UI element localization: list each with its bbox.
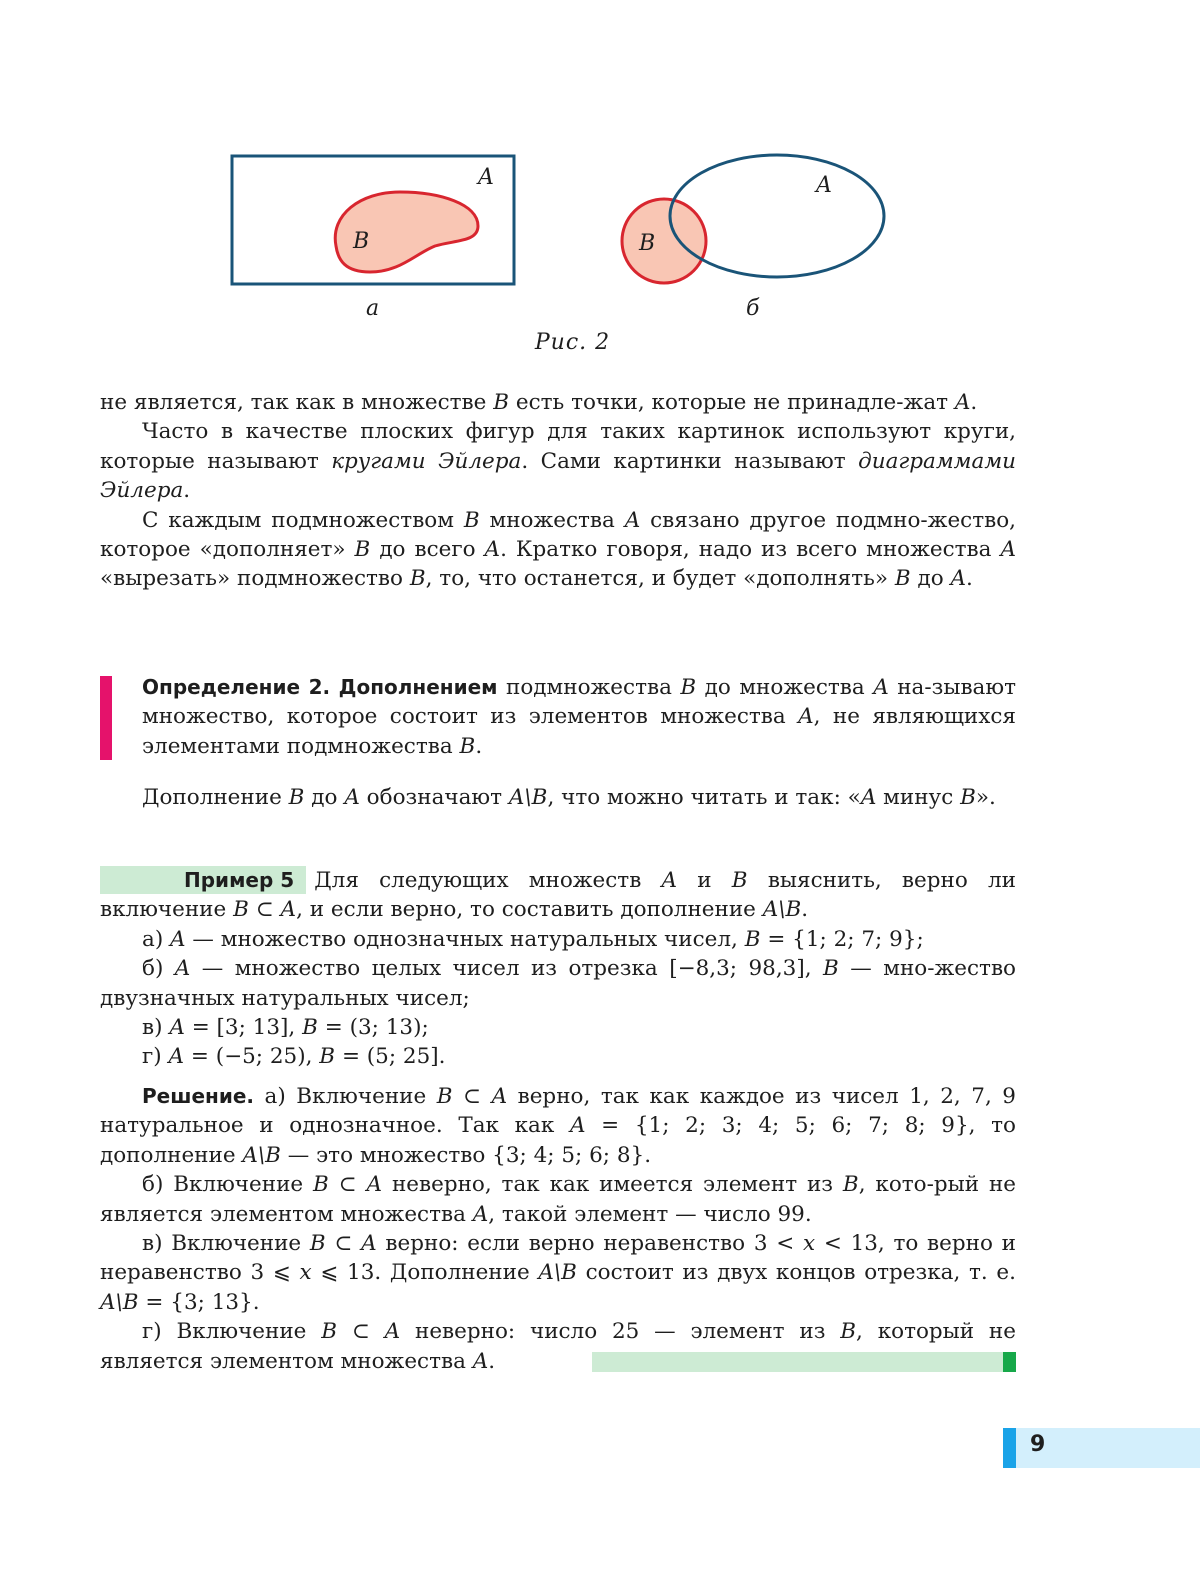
euler-diagrams — [0, 0, 1200, 380]
solution-label: Решение. — [142, 1084, 255, 1108]
text-block-notation — [100, 783, 1016, 812]
set-a-ellipse — [670, 155, 884, 277]
paragraph-1: не является, так как в множестве B есть точки, которые не принадле-жат A. — [100, 390, 978, 415]
paragraph-2: Часто в качестве плоских фигур для таких картинок используют круги, которые называют кругами Эйлера. Сами картинки называют диаграммами Эйлера. — [100, 419, 1016, 504]
example-end-bar — [592, 1352, 1004, 1372]
example-end-marker — [1003, 1352, 1016, 1372]
sublabel-b: б — [746, 296, 760, 321]
figure-2 — [0, 0, 1200, 380]
page-number-marker — [1003, 1428, 1016, 1468]
label-set-a-left: A — [478, 165, 494, 190]
definition-label: Определение 2. — [142, 675, 331, 699]
example-item-a: а) A — множество однозначных натуральных чисел, B = {1; 2; 7; 9}; — [142, 926, 924, 952]
example-statement: Пример 5 Для следующих множеств A и B выяснить, верно ли включение B ⊂ A, и если верно, то составить дополнение A\B. — [100, 868, 1016, 923]
solution-part-b: б) Включение B ⊂ A неверно, так как имеется элемент из B, кото-рый не является элементом множества A, такой элемент — число 99. — [100, 1172, 1016, 1227]
example-item-c: в) A = [3; 13], B = (3; 13); — [142, 1015, 429, 1041]
page-number: 9 — [1030, 1432, 1046, 1457]
example-block — [100, 866, 1016, 1072]
solution-block — [100, 1082, 1016, 1376]
paragraph-3: С каждым подмножеством B множества A связано другое подмно-жество, которое «дополняет» B до всего A. Кратко говоря, надо из всего множества A «вырезать» подмножество B, то, что останется, и будет «дополнять» B до A. — [100, 507, 1016, 592]
example-item-d: г) A = (−5; 25), B = (5; 25]. — [142, 1044, 446, 1070]
definition-term: Дополнением — [338, 675, 498, 699]
label-set-a-right: A — [816, 173, 832, 198]
text-block-intro — [100, 388, 1016, 594]
figure-caption: Рис. 2 — [534, 330, 611, 355]
definition-marker — [100, 676, 112, 760]
example-label: Пример 5 — [100, 866, 306, 894]
solution-part-d: г) Включение B ⊂ A неверно: число 25 — элемент из B, который не является элементом множества A. — [100, 1319, 1016, 1374]
paragraph-4: Дополнение B до A обозначают A\B, что можно читать и так: «A минус B». — [142, 785, 996, 810]
example-item-b: б) A — множество целых чисел из отрезка [−8,3; 98,3], B — мно-жество двузначных натуральных чисел; — [100, 956, 1016, 1011]
label-set-b-right: B — [639, 231, 656, 256]
sublabel-a: а — [366, 296, 380, 321]
solution-part-c: в) Включение B ⊂ A верно: если верно неравенство 3 < x < 13, то верно и неравенство 3 ⩽ x ⩽ 13. Дополнение A\B состоит из двух концов отрезка, т. е. A\B = {3; 13}. — [100, 1231, 1016, 1315]
definition-block: Определение 2. Дополнением подмножества B до множества A на-зывают множество, которое состоит из элементов множества A, не являющихся элементами подмножества B. — [142, 675, 1016, 759]
label-set-b-left: B — [353, 229, 370, 254]
solution-part-a: Решение. а) Включение B ⊂ A верно, так как каждое из чисел 1, 2, 7, 9 натуральное и однозначное. Так как A = {1; 2; 3; 4; 5; 6; 7; 8; 9}, то дополнение A\B — это множество {3; 4; 5; 6; 8}. — [100, 1084, 1016, 1168]
set-b-circle — [622, 199, 706, 283]
